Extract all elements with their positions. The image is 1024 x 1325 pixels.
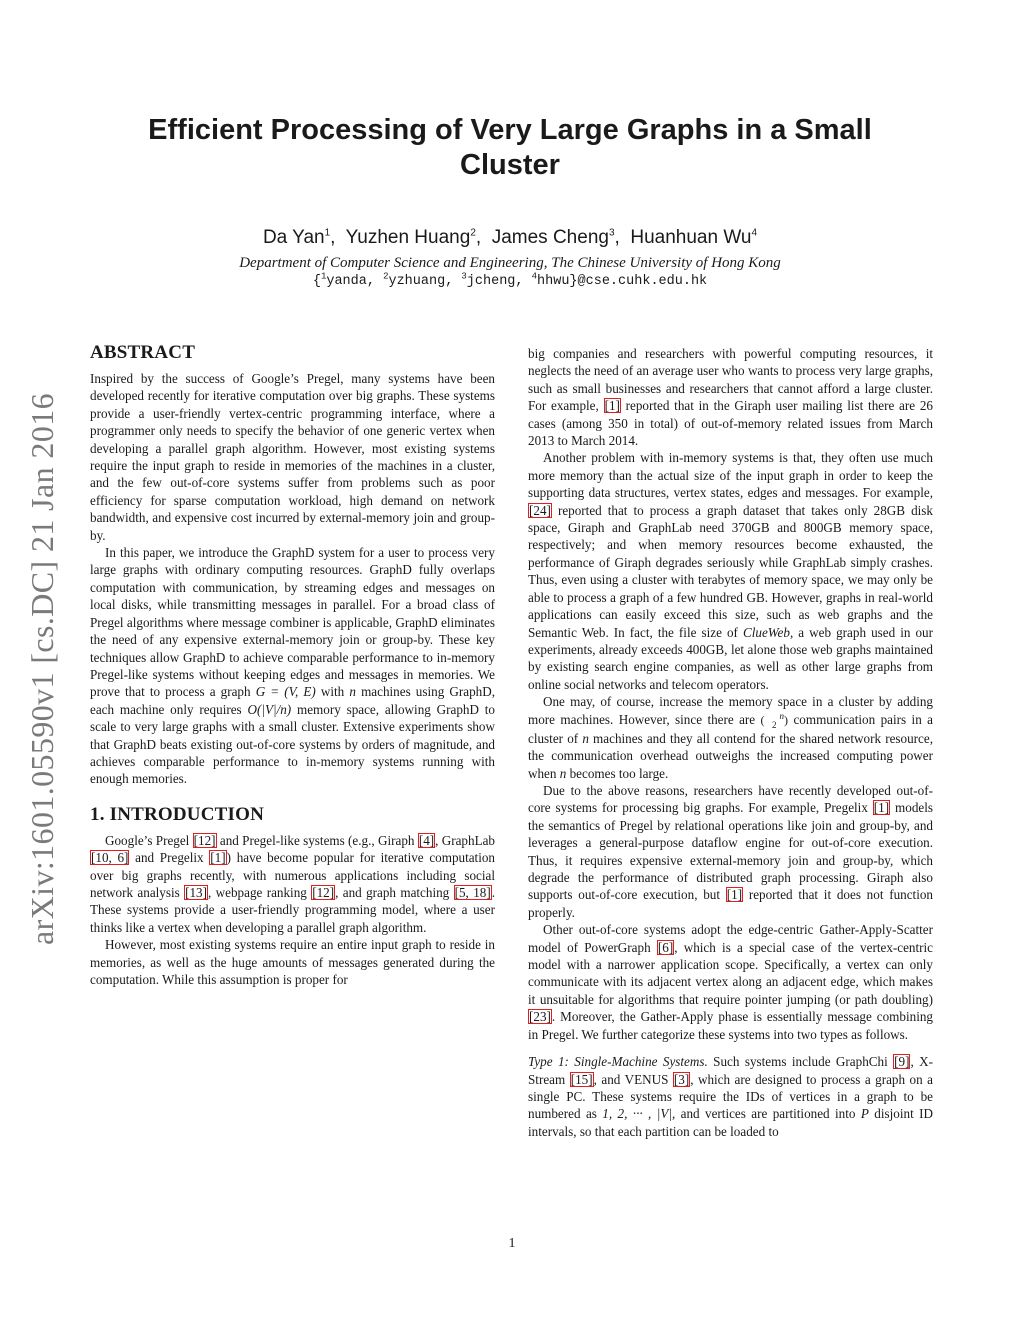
text-run: and Pregelix (129, 850, 210, 866)
text-run: machines and they all contend for the shared network resource, the communication overhead outweighs the increased computing power when (528, 730, 934, 781)
page-number: 1 (508, 1236, 516, 1251)
citation-link[interactable]: [12] (193, 832, 216, 848)
email-separator: , (366, 274, 384, 289)
citation-link[interactable]: [5, 18] (454, 884, 491, 900)
text-run: reported that it does not function properly. (528, 887, 933, 920)
text-run: , and graph matching (335, 884, 454, 900)
math-expression: P (860, 1106, 869, 1122)
citation-link[interactable]: [1] (726, 887, 743, 903)
email-brace: } (569, 274, 578, 289)
citation-link[interactable]: [4] (418, 832, 435, 848)
citation-link[interactable]: [24] (529, 502, 551, 518)
text-run: disjoint ID intervals, so that each partition can be loaded to (528, 1106, 933, 1139)
text-run: , X-Stream (528, 1054, 934, 1087)
author-name: Da Yan (262, 227, 325, 248)
body-paragraph (528, 921, 933, 1043)
text-run: communication pairs in a cluster of (528, 711, 933, 746)
right-column (528, 345, 933, 1140)
text-run: , which are designed to process a graph on a single PC. These systems require the IDs of vertices in a graph to be numbered as (528, 1071, 933, 1122)
body-paragraph (528, 693, 933, 782)
email-mark: 4 (531, 271, 538, 282)
text-run: , webpage ranking (208, 884, 312, 900)
email-brace: { (312, 274, 321, 289)
text-run: , and vertices are partitioned into (671, 1106, 861, 1122)
dataset-name: ClueWeb (742, 624, 790, 640)
text-run: Such systems include GraphChi (707, 1054, 894, 1070)
text-run: Google’s Pregel (105, 832, 193, 848)
email-user: yzhuang (388, 274, 446, 289)
math-expression: n (559, 765, 567, 781)
text-run: Another problem with in-memory systems is that, they often use much more memory than the actual size of the input graph in order to keep the supporting data structures, vertex states, edges and messages. For example, (528, 450, 933, 501)
text-run: reported that in the Giraph user mailing list there are 26 cases (among 350 in total) of out-of-memory related issues from March 2013 to March 2014. (528, 398, 933, 449)
body-paragraph (528, 1053, 933, 1140)
body-paragraph (528, 345, 933, 449)
author-name: Huanhuan Wu (630, 227, 752, 248)
text-run: Other out-of-core systems adopt the edge-centric Gather-Apply-Scatter model of PowerGraph (528, 922, 933, 955)
citation-link[interactable]: [1] (210, 850, 226, 866)
introduction-heading: 1. INTRODUCTION (90, 803, 265, 825)
citation-link[interactable]: [1] (873, 800, 890, 816)
author-list: Da Yan$^1$, Yuzhen Huang$^2$, James Cheng$^3$, Huanhuan Wu$^4$ (262, 227, 758, 248)
math-expression: n (582, 730, 589, 746)
left-column (90, 340, 495, 988)
text-run: becomes too large. (566, 765, 669, 781)
author-emails (120, 273, 900, 291)
body-paragraph (528, 449, 933, 693)
author-mark: 1 (324, 227, 331, 239)
math-expression: 1, 2, ··· , |V| (602, 1106, 672, 1122)
author-mark: 2 (470, 227, 476, 239)
email-user: yanda (326, 274, 367, 289)
citation-link[interactable]: [13] (185, 884, 208, 900)
citation-link[interactable]: [6] (657, 939, 674, 955)
intro-paragraph: However, most existing systems require an entire input graph to reside in memories, as well as the huge amounts of messages generated during the computation. While this assumption is proper for (90, 937, 495, 987)
citation-link[interactable]: [12] (312, 884, 335, 900)
affiliation: Department of Computer Science and Engineering, The Chinese University of Hong Kong (239, 255, 781, 271)
text-run: with (315, 684, 350, 700)
math-expression: n (349, 684, 356, 700)
author-name: James Cheng (491, 227, 609, 248)
citation-link[interactable]: [10, 6] (91, 850, 129, 866)
text-run: reported that to process a graph dataset that takes only 28GB disk space, Giraph and GraphLab need 370GB and 800GB memory space, respectively; and when memory resources become exhausted, the performance of Giraph degrades seriously while GraphLab simply crashes. Thus, even using a cluster with terabytes of memory space, we may only be able to process a graph of a few hundred GB. However, graphs in real-world applications can easily exceed this size, such as web graphs and the Semantic Web. In fact, the file size of (528, 502, 933, 640)
email-domain: @cse.cuhk.edu.hk (577, 274, 708, 289)
citation-link[interactable]: [9] (894, 1054, 910, 1070)
text-run: . These systems provide a user-friendly programming model, where a user thinks like a vertex when developing a parallel graph algorithm. (90, 884, 496, 935)
text-run: In this paper, we introduce the GraphD system for a user to process very large graphs with ordinary computing resources. GraphD fully overlaps computation with communication, by streaming edges and messages on local disks, while transmitting messages in parallel. For a broad class of Pregel algorithms where message combiner is applicable, GraphD eliminates the need of any expensive external-memory join or group-by. These key techniques allow GraphD to achieve comparable performance to in-memory Pregel-like systems without keeping edges and messages in memories. We prove that to process a graph (90, 545, 495, 700)
text-run: memory space, allowing GraphD to scale to very large graphs with a small cluster. Extensive experiments show that GraphD beats existing out-of-core systems by orders of magnitude, and achieves comparable performance to in-memory systems running with enough memories. (90, 701, 495, 787)
email-user: hhwu (537, 274, 570, 289)
intro-paragraph (90, 832, 495, 936)
citation-link[interactable]: [3] (673, 1071, 690, 1087)
abstract-heading: ABSTRACT (90, 342, 196, 363)
body-paragraph (528, 782, 933, 921)
text-run: , a web graph used in our experiments, already exceeds 400GB, let alone those web graphs maintained by existing search engine companies, as well as other large graphs from online social networks and telecom operators. (528, 624, 933, 692)
binomial-top: n (779, 710, 785, 721)
binomial-expression: ( n 2 ) (760, 710, 789, 730)
author-name: Yuzhen Huang (345, 227, 471, 248)
math-expression: G = (V, E) (255, 684, 316, 700)
subsection-label: Type 1: Single-Machine Systems. (528, 1054, 708, 1070)
author-mark: 3 (608, 227, 615, 239)
email-mark: 2 (383, 271, 389, 282)
text-run: models the semantics of Pregel by relational operations like join and group-by, and leverages a general-purpose dataflow engine for out-of-core execution. Thus, it requires expensive external-memory join and group-by, which degrade the performance of distributed graph processing. Giraph also supports out-of-core execution, but (528, 800, 933, 903)
citation-link[interactable]: [1] (604, 398, 620, 414)
arxiv-identifier: arXiv:1601.05590v1 [cs.DC] 21 Jan 2016 (24, 392, 60, 945)
text-run: big companies and researchers with powerful computing resources, it neglects the need of an average user who wants to process very large graphs, such as small businesses and researchers that cannot afford a large cluster. For example, (528, 346, 933, 414)
email-separator: , (445, 274, 462, 289)
citation-link[interactable]: [23] (529, 1009, 551, 1025)
text-run: One may, of course, increase the memory space in a cluster by adding more machines. However, since there are (528, 694, 933, 727)
email-separator: , (515, 274, 532, 289)
text-run: . Moreover, the Gather-Apply phase is essentially message combining in Pregel. We further categorize these systems into two types as follows. (528, 1009, 933, 1042)
abstract-paragraph: Inspired by the success of Google’s Pregel, many systems have been developed recently for iterative computation over big graphs. These systems provide a user-friendly vertex-centric programming interface, where a programmer only needs to specify the behavior of one generic vertex when developing a parallel graph algorithm. However, most existing systems require the input graph to reside in memories of the machines in a cluster, and the few out-of-core systems suffer from problems such as poor efficiency for sparse computation workload, high demand on network bandwidth, and expensive cost incurred by external-memory join and group-by. (90, 371, 495, 543)
text-run: , GraphLab (435, 832, 496, 848)
author-mark: 4 (751, 227, 758, 239)
text-run: ) have become popular for iterative computation over big graphs recently, with numerous applications including social network analysis (90, 850, 496, 900)
text-run: , which is a special case of the vertex-centric model with a narrower application scope. Specifically, a vertex can only communicate with its adjacent vertex along an adjacent edge, which makes it unsuitable for algorithms that require pointer jumping (or path doubling) (528, 939, 934, 1007)
abstract-paragraph (90, 544, 495, 788)
email-user: jcheng (466, 274, 516, 289)
text-run: Due to the above reasons, researchers have recently developed out-of-core systems for processing big graphs. For example, Pregelix (528, 783, 933, 816)
math-expression: O(|V|/n) (247, 701, 292, 717)
citation-link[interactable]: [15] (570, 1071, 593, 1087)
text-run: , and VENUS (593, 1071, 673, 1087)
email-mark: 1 (320, 271, 327, 282)
paper-title: Efficient Processing of Very Large Graphs in a Small Cluster (148, 114, 872, 181)
text-run: machines using GraphD, each machine only requires (90, 684, 496, 717)
text-run: and Pregel-like systems (e.g., Giraph (216, 832, 418, 848)
binomial-bottom: 2 (772, 719, 777, 730)
email-mark: 3 (461, 271, 467, 282)
